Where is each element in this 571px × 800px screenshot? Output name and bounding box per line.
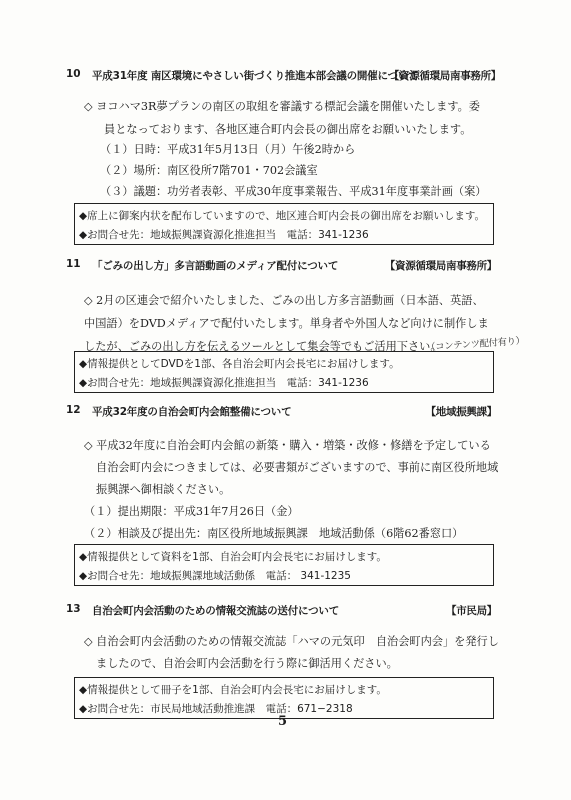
notice-line: ◆情報提供としてDVDを1部、各自治会町内会長宅にお届けします。 bbox=[79, 358, 400, 370]
section-heading bbox=[0, 404, 571, 420]
section-department-tag: 【資源循環局南事務所】 bbox=[384, 260, 497, 272]
section-intro-line: したが、ごみの出し方を伝えるツールとして集会等でもご活用下さい。 bbox=[84, 340, 442, 353]
section-intro-line: 員となっております、各地区連合町内会長の御出席をお願いいたします。 bbox=[104, 123, 472, 136]
handwritten-note: （コンテンツ配付有り） bbox=[425, 335, 525, 354]
contact-line: ◆お問合せ先：市民局地域活動推進課 電話：671−2318 bbox=[79, 703, 353, 715]
section-item: （２）場所：南区役所7階701・702会議室 bbox=[100, 164, 318, 177]
notice-box bbox=[74, 677, 494, 719]
section-intro-line: 自治会町内会につきましては、必要書類がございますので、事前に南区役所地域 bbox=[96, 461, 499, 474]
section-intro-line: 振興課へ御相談ください。 bbox=[96, 483, 231, 496]
section-intro-line: ましたので、自治会町内会活動を行う際に御活用ください。 bbox=[96, 657, 398, 670]
notice-line: ◆席上に御案内状を配布していますので、地区連合町内会長の御出席をお願いします。 bbox=[79, 210, 486, 222]
section-title: 自治会町内会活動のための情報交流誌の送付について bbox=[92, 605, 339, 617]
notice-line: ◆情報提供として資料を1部、自治会町内会長宅にお届けします。 bbox=[79, 551, 387, 563]
section-number: 13 bbox=[66, 603, 81, 615]
section-item: （１）提出期限：平成31年7月26日（金） bbox=[84, 505, 299, 518]
section-item: （３）議題：功労者表彰、平成30年度事業報告、平成31年度事業計画（案） bbox=[100, 185, 487, 198]
section-number: 10 bbox=[66, 68, 81, 80]
section-intro-line: 中国語）をDVDメディアで配付いたします。単身者や外国人など向けに制作しま bbox=[84, 317, 489, 330]
section-intro-line: ◇ 平成32年度に自治会町内会館の新築・購入・増築・改修・修繕を予定している bbox=[84, 439, 491, 452]
section-intro-line: ◇ ヨコハマ3R夢プランの南区の取組を審議する標記会議を開催いたします。委 bbox=[84, 100, 480, 113]
section-heading bbox=[0, 258, 571, 274]
notice-line: ◆情報提供として冊子を1部、自治会町内会長宅にお届けします。 bbox=[79, 684, 387, 696]
section-item: （２）相談及び提出先：南区役所地域振興課 地域活動係（6階62番窓口） bbox=[84, 527, 464, 540]
section-item: （１）日時：平成31年5月13日（月）午後2時から bbox=[100, 143, 356, 156]
section-department-tag: 【資源循環局南事務所】 bbox=[388, 70, 501, 82]
section-department-tag: 【市民局】 bbox=[446, 605, 497, 617]
contact-line: ◆お問合せ先：地域振興課地域活動係 電話： 341-1235 bbox=[79, 570, 351, 582]
notice-box bbox=[74, 544, 494, 586]
section-department-tag: 【地域振興課】 bbox=[425, 406, 497, 418]
section-intro-line: ◇ 自治会町内会活動のための情報交流誌「ハマの元気印 自治会町内会」を発行し bbox=[84, 635, 499, 648]
section-number: 12 bbox=[66, 404, 81, 416]
contact-line: ◆お問合せ先：地域振興課資源化推進担当 電話：341-1236 bbox=[79, 229, 369, 241]
page-number: 5 bbox=[278, 714, 288, 729]
section-intro-line: ◇ 2月の区連会で紹介いたしました、ごみの出し方多言語動画（日本語、英語、 bbox=[84, 294, 484, 307]
section-heading bbox=[0, 603, 571, 619]
section-number: 11 bbox=[66, 258, 81, 270]
contact-line: ◆お問合せ先：地域振興課資源化推進担当 電話：341-1236 bbox=[79, 377, 369, 389]
section-heading bbox=[0, 68, 571, 84]
section-title: 「ごみの出し方」多言語動画のメディア配付について bbox=[92, 260, 339, 272]
section-title: 平成32年度の自治会町内会館整備について bbox=[92, 406, 292, 418]
notice-box bbox=[74, 351, 494, 393]
notice-box bbox=[74, 203, 494, 245]
section-title: 平成31年度 南区環境にやさしい街づくり推進本部会議の開催について bbox=[92, 70, 419, 82]
